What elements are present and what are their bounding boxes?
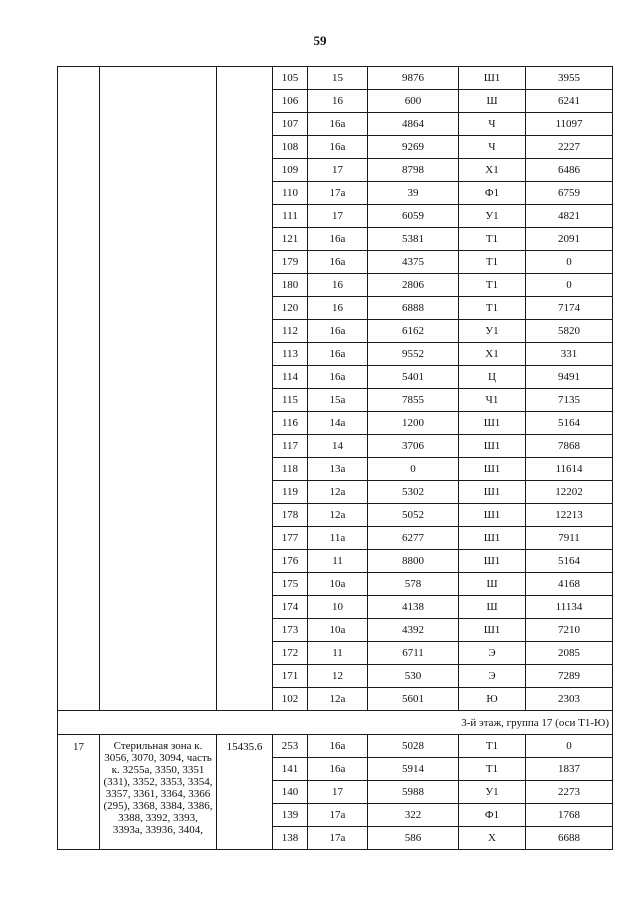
axis-cell: 12а — [308, 504, 368, 527]
axis-cell: 10а — [308, 619, 368, 642]
row-axis-cell: Ч — [459, 113, 526, 136]
point-number-cell: 174 — [273, 596, 308, 619]
value-cell: 4821 — [526, 205, 613, 228]
row-axis-cell: Ф1 — [459, 182, 526, 205]
row-axis-cell: Ф1 — [459, 804, 526, 827]
zone-description-cell — [100, 67, 217, 711]
distance-cell: 6277 — [368, 527, 459, 550]
axis-cell: 17 — [308, 205, 368, 228]
axis-cell: 16а — [308, 758, 368, 781]
value-cell: 6688 — [526, 827, 613, 850]
point-number-cell: 113 — [273, 343, 308, 366]
axis-cell: 17а — [308, 182, 368, 205]
point-number-cell: 117 — [273, 435, 308, 458]
row-axis-cell: Ш1 — [459, 504, 526, 527]
axis-cell: 16а — [308, 320, 368, 343]
axis-cell: 17 — [308, 781, 368, 804]
point-number-cell: 138 — [273, 827, 308, 850]
group-header: 3-й этаж, группа 17 (оси Т1-Ю) — [58, 711, 613, 735]
axis-cell: 14а — [308, 412, 368, 435]
point-number-cell: 119 — [273, 481, 308, 504]
row-axis-cell: Т1 — [459, 297, 526, 320]
value-cell: 2273 — [526, 781, 613, 804]
distance-cell: 9269 — [368, 136, 459, 159]
distance-cell: 4392 — [368, 619, 459, 642]
point-number-cell: 112 — [273, 320, 308, 343]
row-axis-cell: Э — [459, 665, 526, 688]
row-axis-cell: Ш — [459, 573, 526, 596]
distance-cell: 4138 — [368, 596, 459, 619]
axis-cell: 16 — [308, 274, 368, 297]
value-cell: 11097 — [526, 113, 613, 136]
distance-cell: 5381 — [368, 228, 459, 251]
point-number-cell: 121 — [273, 228, 308, 251]
table-row — [58, 735, 613, 758]
point-number-cell: 118 — [273, 458, 308, 481]
axis-cell: 16а — [308, 251, 368, 274]
axis-cell: 16 — [308, 297, 368, 320]
row-axis-cell: Х — [459, 827, 526, 850]
value-cell: 3955 — [526, 67, 613, 90]
distance-cell: 6711 — [368, 642, 459, 665]
distance-cell: 3706 — [368, 435, 459, 458]
row-axis-cell: Х1 — [459, 159, 526, 182]
distance-cell: 8798 — [368, 159, 459, 182]
value-cell: 11614 — [526, 458, 613, 481]
point-number-cell: 139 — [273, 804, 308, 827]
distance-cell: 39 — [368, 182, 459, 205]
axis-cell: 11 — [308, 642, 368, 665]
distance-cell: 578 — [368, 573, 459, 596]
group-header-row — [58, 711, 613, 735]
zone-description-cell: Стерильная зона к. 3056, 3070, 3094, часть к. 3255а, 3350, 3351 (331), 3352, 3353, 3354, 3357, 3361, 3364, 3366 (295), 3368, 3384, 3386, 3388, 3392, 3393, 3393а, 33936, 3404, — [100, 735, 217, 850]
value-cell: 7210 — [526, 619, 613, 642]
distance-cell: 586 — [368, 827, 459, 850]
distance-cell: 5914 — [368, 758, 459, 781]
distance-cell: 9552 — [368, 343, 459, 366]
row-axis-cell: Ш1 — [459, 412, 526, 435]
row-axis-cell: Ч — [459, 136, 526, 159]
value-cell: 4168 — [526, 573, 613, 596]
axis-cell: 16а — [308, 113, 368, 136]
axis-cell: 16а — [308, 343, 368, 366]
value-cell: 7911 — [526, 527, 613, 550]
row-axis-cell: Ю — [459, 688, 526, 711]
point-number-cell: 114 — [273, 366, 308, 389]
axis-cell: 11 — [308, 550, 368, 573]
axis-cell: 12а — [308, 688, 368, 711]
page-number: 59 — [313, 33, 327, 48]
value-cell: 7135 — [526, 389, 613, 412]
row-axis-cell: Ш1 — [459, 527, 526, 550]
row-axis-cell: Ш1 — [459, 458, 526, 481]
point-number-cell: 253 — [273, 735, 308, 758]
value-cell: 331 — [526, 343, 613, 366]
row-axis-cell: Ш1 — [459, 67, 526, 90]
distance-cell: 6888 — [368, 297, 459, 320]
table-section-b — [58, 735, 613, 850]
value-cell: 5820 — [526, 320, 613, 343]
point-number-cell: 178 — [273, 504, 308, 527]
distance-cell: 5601 — [368, 688, 459, 711]
group-number-cell: 17 — [58, 735, 100, 850]
point-number-cell: 102 — [273, 688, 308, 711]
value-cell: 7174 — [526, 297, 613, 320]
point-number-cell: 176 — [273, 550, 308, 573]
data-table — [57, 66, 613, 850]
point-number-cell: 108 — [273, 136, 308, 159]
point-number-cell: 105 — [273, 67, 308, 90]
value-cell: 9491 — [526, 366, 613, 389]
row-axis-cell: Э — [459, 642, 526, 665]
group-number-cell — [58, 67, 100, 711]
distance-cell: 5028 — [368, 735, 459, 758]
point-number-cell: 116 — [273, 412, 308, 435]
point-number-cell: 141 — [273, 758, 308, 781]
value-cell: 2091 — [526, 228, 613, 251]
point-number-cell: 179 — [273, 251, 308, 274]
table-section-a — [58, 67, 613, 711]
row-axis-cell: Т1 — [459, 274, 526, 297]
point-number-cell: 115 — [273, 389, 308, 412]
row-axis-cell: Ш1 — [459, 435, 526, 458]
distance-cell: 8800 — [368, 550, 459, 573]
point-number-cell: 180 — [273, 274, 308, 297]
axis-cell: 13а — [308, 458, 368, 481]
point-number-cell: 140 — [273, 781, 308, 804]
value-cell: 1837 — [526, 758, 613, 781]
point-number-cell: 111 — [273, 205, 308, 228]
value-cell: 6241 — [526, 90, 613, 113]
distance-cell: 5052 — [368, 504, 459, 527]
value-cell: 2085 — [526, 642, 613, 665]
value-cell: 0 — [526, 251, 613, 274]
value-cell: 7868 — [526, 435, 613, 458]
row-axis-cell: У1 — [459, 781, 526, 804]
row-axis-cell: Т1 — [459, 735, 526, 758]
axis-cell: 10 — [308, 596, 368, 619]
axis-cell: 16а — [308, 735, 368, 758]
point-number-cell: 175 — [273, 573, 308, 596]
axis-cell: 17 — [308, 159, 368, 182]
row-axis-cell: У1 — [459, 320, 526, 343]
point-number-cell: 107 — [273, 113, 308, 136]
row-axis-cell: Ш1 — [459, 550, 526, 573]
value-cell: 11134 — [526, 596, 613, 619]
distance-cell: 5988 — [368, 781, 459, 804]
axis-cell: 15 — [308, 67, 368, 90]
distance-cell: 530 — [368, 665, 459, 688]
axis-cell: 16а — [308, 228, 368, 251]
area-cell — [217, 67, 273, 711]
row-axis-cell: Ш1 — [459, 619, 526, 642]
value-cell: 5164 — [526, 550, 613, 573]
distance-cell: 1200 — [368, 412, 459, 435]
point-number-cell: 110 — [273, 182, 308, 205]
value-cell: 12202 — [526, 481, 613, 504]
value-cell: 6486 — [526, 159, 613, 182]
axis-cell: 16а — [308, 366, 368, 389]
row-axis-cell: Ц — [459, 366, 526, 389]
row-axis-cell: Т1 — [459, 251, 526, 274]
row-axis-cell: У1 — [459, 205, 526, 228]
row-axis-cell: Х1 — [459, 343, 526, 366]
distance-cell: 6162 — [368, 320, 459, 343]
distance-cell: 4375 — [368, 251, 459, 274]
distance-cell: 6059 — [368, 205, 459, 228]
axis-cell: 12 — [308, 665, 368, 688]
point-number-cell: 109 — [273, 159, 308, 182]
axis-cell: 17а — [308, 827, 368, 850]
distance-cell: 600 — [368, 90, 459, 113]
row-axis-cell: Ш1 — [459, 481, 526, 504]
distance-cell: 322 — [368, 804, 459, 827]
row-axis-cell: Т1 — [459, 758, 526, 781]
distance-cell: 4864 — [368, 113, 459, 136]
value-cell: 2227 — [526, 136, 613, 159]
axis-cell: 16 — [308, 90, 368, 113]
value-cell: 0 — [526, 274, 613, 297]
row-axis-cell: Ч1 — [459, 389, 526, 412]
axis-cell: 12а — [308, 481, 368, 504]
point-number-cell: 171 — [273, 665, 308, 688]
point-number-cell: 173 — [273, 619, 308, 642]
row-axis-cell: Т1 — [459, 228, 526, 251]
value-cell: 6759 — [526, 182, 613, 205]
value-cell: 5164 — [526, 412, 613, 435]
distance-cell: 5302 — [368, 481, 459, 504]
axis-cell: 16а — [308, 136, 368, 159]
value-cell: 1768 — [526, 804, 613, 827]
distance-cell: 9876 — [368, 67, 459, 90]
distance-cell: 2806 — [368, 274, 459, 297]
point-number-cell: 120 — [273, 297, 308, 320]
value-cell: 0 — [526, 735, 613, 758]
point-number-cell: 106 — [273, 90, 308, 113]
point-number-cell: 177 — [273, 527, 308, 550]
axis-cell: 11а — [308, 527, 368, 550]
value-cell: 7289 — [526, 665, 613, 688]
distance-cell: 0 — [368, 458, 459, 481]
point-number-cell: 172 — [273, 642, 308, 665]
distance-cell: 7855 — [368, 389, 459, 412]
table-row — [58, 67, 613, 90]
distance-cell: 5401 — [368, 366, 459, 389]
axis-cell: 14 — [308, 435, 368, 458]
area-cell: 15435.6 — [217, 735, 273, 850]
axis-cell: 10а — [308, 573, 368, 596]
value-cell: 2303 — [526, 688, 613, 711]
row-axis-cell: Ш — [459, 596, 526, 619]
axis-cell: 15а — [308, 389, 368, 412]
axis-cell: 17а — [308, 804, 368, 827]
value-cell: 12213 — [526, 504, 613, 527]
row-axis-cell: Ш — [459, 90, 526, 113]
